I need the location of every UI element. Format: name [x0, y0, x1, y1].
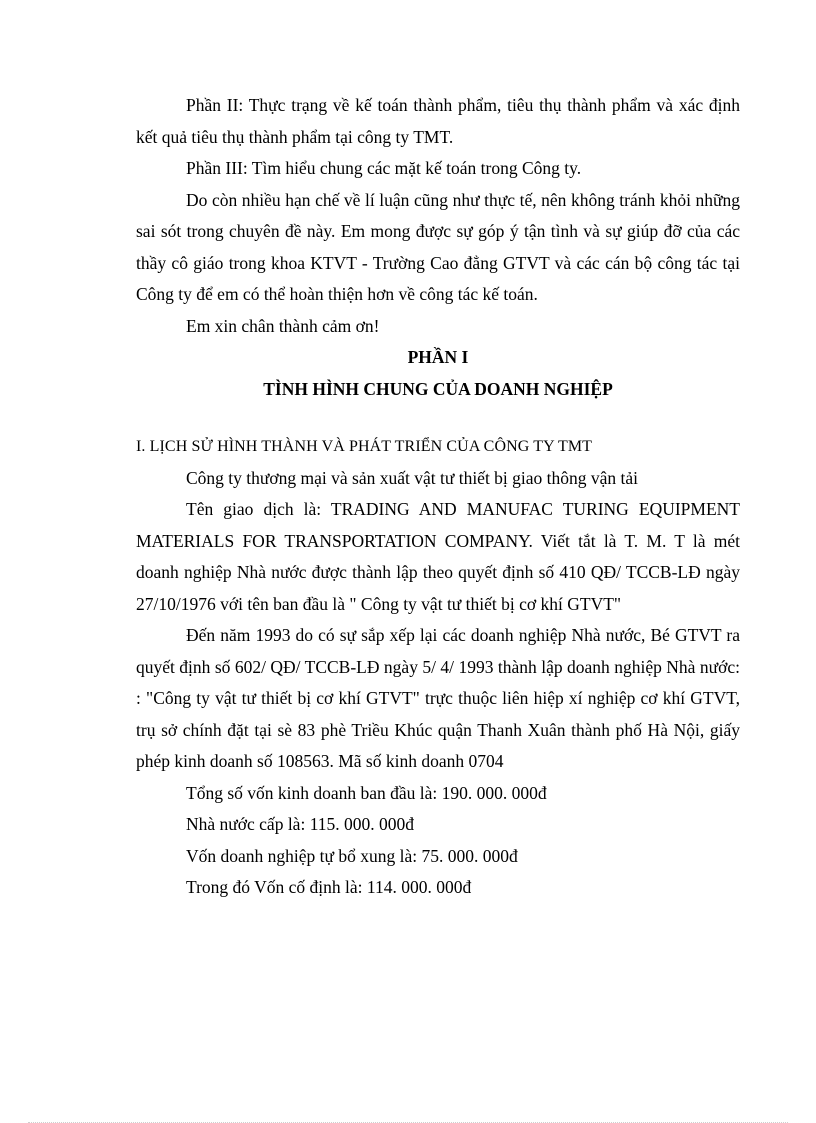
paragraph-limitations: Do còn nhiều hạn chế về lí luận cũng như thực tế, nên không tránh khỏi những sai sót trong chuyên đề này. Em mong được sự góp ý tận tình và sự giúp đỡ của các thầy cô giáo trong khoa KTVT - Trường Cao đẳng GTVT và các cán bộ công tác tại Công ty để em có thể hoàn thiện hơn về công tác kế toán. [136, 189, 740, 304]
paragraph-thanks: Em xin chân thành cảm ơn! [186, 315, 380, 336]
paragraph-fixed-capital: Trong đó Vốn cố định là: 114. 000. 000đ [186, 877, 472, 897]
paragraph-trading-name: Tên giao dịch là: TRADING AND MANUFAC TURING EQUIPMENT MATERIALS FOR TRANSPORTATION COMPANY. Viết tắt là T. M. T là mét doanh nghiệp Nhà nước được thành lập theo quyết định số 410 QĐ/ TCCB-LĐ ngày 27/10/1976 với tên ban đầu là " Công ty vật tư thiết bị cơ khí GTVT" [136, 499, 740, 614]
page-content [136, 90, 740, 904]
part-heading: PHẦN I [407, 347, 469, 367]
paragraph-company-name: Công ty thương mại và sản xuất vật tư thiết bị giao thông vận tải [186, 467, 639, 488]
paragraph-part-two: Phần II: Thực trạng về kế toán thành phẩm, tiêu thụ thành phẩm và xác định kết quả tiêu thụ thành phẩm tại công ty TMT. [136, 95, 740, 147]
paragraph-own-capital: Vốn doanh nghiệp tự bổ xung là: 75. 000. 000đ [186, 845, 518, 866]
paragraph-total-capital: Tổng số vốn kinh doanh ban đầu là: 190. 000. 000đ [186, 782, 547, 803]
paragraph-state-capital: Nhà nước cấp là: 115. 000. 000đ [186, 814, 415, 834]
part-title: TÌNH HÌNH CHUNG CỦA DOANH NGHIỆP [263, 378, 613, 399]
section-heading: I. LỊCH SỬ HÌNH THÀNH VÀ PHÁT TRIỂN CỦA CÔNG TY TMT [136, 438, 593, 455]
paragraph-reorganization: Đến năm 1993 do có sự sắp xếp lại các doanh nghiệp Nhà nước, Bé GTVT ra quyết định số 602/ QĐ/ TCCB-LĐ ngày 5/ 4/ 1993 thành lập doanh nghiệp Nhà nước: : "Công ty vật tư thiết bị cơ khí GTVT" trực thuộc liên hiệp xí nghiệp cơ khí GTVT, trụ sở chính đặt tại sè 83 phè Triều Khúc quận Thanh Xuân thành phố Hà Nội, giấy phép kinh doanh số 108563. Mã số kinh doanh 0704 [136, 625, 740, 771]
paragraph-part-three: Phần III: Tìm hiểu chung các mặt kế toán trong Công ty. [186, 158, 582, 178]
